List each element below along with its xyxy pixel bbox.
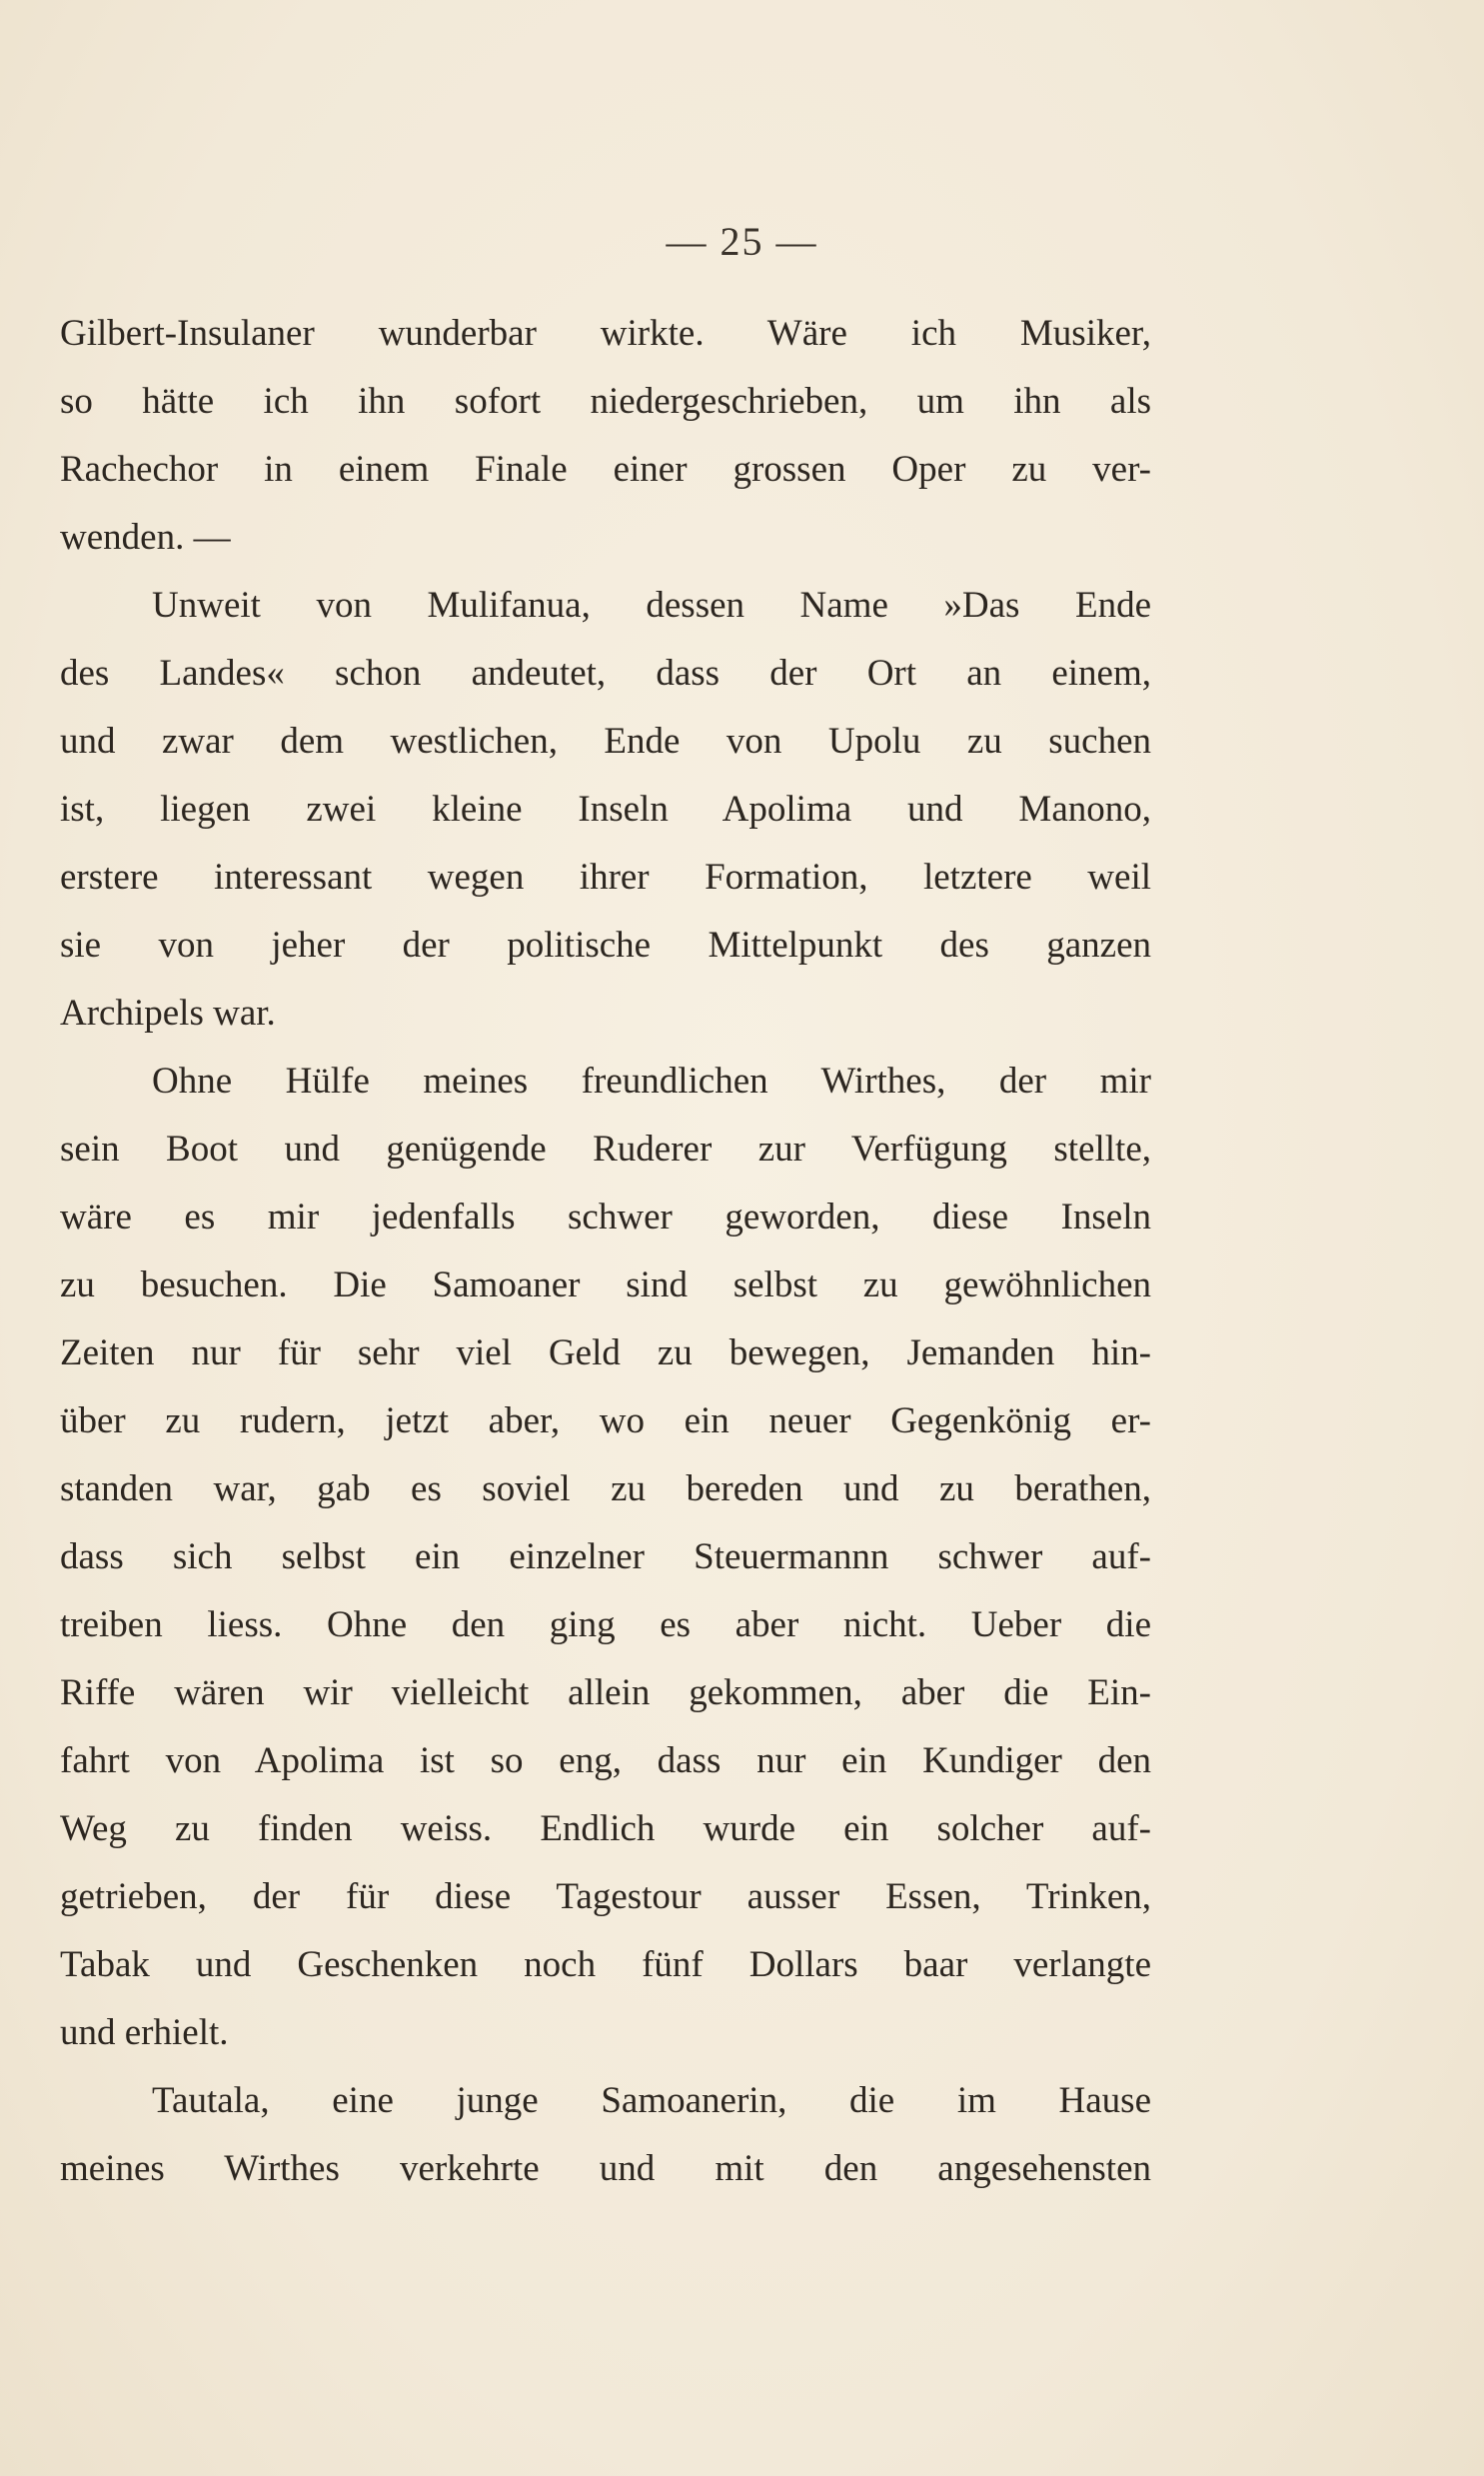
text-line: Riffe wären wir vielleicht allein gekommen, aber die Ein- [60, 1672, 1151, 1713]
text-line: Rachechor in einem Finale einer grossen Oper zu ver- [60, 449, 1151, 490]
text-line: Ohne Hülfe meines freundlichen Wirthes, der mir [152, 1061, 1151, 1102]
text-line: treiben liess. Ohne den ging es aber nicht. Ueber die [60, 1604, 1151, 1645]
text-line: sein Boot und genügende Ruderer zur Verfügung stellte, [60, 1129, 1151, 1170]
text-line: ist, liegen zwei kleine Inseln Apolima und Manono, [60, 789, 1151, 830]
page-number: — 25 — [666, 219, 818, 264]
text-line: erstere interessant wegen ihrer Formation, letztere weil [60, 857, 1151, 898]
text-line: getrieben, der für diese Tagestour ausser Essen, Trinken, [60, 1876, 1151, 1917]
text-line: sie von jeher der politische Mittelpunkt des ganzen [60, 925, 1151, 966]
text-line: wäre es mir jedenfalls schwer geworden, diese Inseln [60, 1197, 1151, 1238]
text-line: Tautala, eine junge Samoanerin, die im Hause [152, 2080, 1151, 2121]
text-line: Unweit von Mulifanua, dessen Name »Das Ende [152, 585, 1151, 626]
text-line: Gilbert-Insulaner wunderbar wirkte. Wäre ich Musiker, [60, 313, 1151, 354]
text-line: des Landes« schon andeutet, dass der Ort an einem, [60, 653, 1151, 694]
text-line: zu besuchen. Die Samoaner sind selbst zu gewöhnlichen [60, 1264, 1151, 1305]
text-line: so hätte ich ihn sofort niedergeschrieben, um ihn als [60, 381, 1151, 422]
text-line: Zeiten nur für sehr viel Geld zu bewegen, Jemanden hin- [60, 1332, 1151, 1373]
text-line: über zu rudern, jetzt aber, wo ein neuer Gegenkönig er- [60, 1400, 1151, 1441]
text-line: standen war, gab es soviel zu bereden und zu berathen, [60, 1468, 1151, 1509]
text-line: Tabak und Geschenken noch fünf Dollars baar verlangte [60, 1944, 1151, 1985]
text-line: dass sich selbst ein einzelner Steuermannn schwer auf- [60, 1536, 1151, 1577]
text-line: meines Wirthes verkehrte und mit den angesehensten [60, 2148, 1151, 2189]
text-line: fahrt von Apolima ist so eng, dass nur ein Kundiger den [60, 1740, 1151, 1781]
text-line: Weg zu finden weiss. Endlich wurde ein solcher auf- [60, 1808, 1151, 1849]
text-line: Archipels war. [60, 993, 276, 1034]
body-text [60, 300, 1151, 2203]
text-line: und zwar dem westlichen, Ende von Upolu zu suchen [60, 721, 1151, 762]
text-line: und erhielt. [60, 2012, 229, 2053]
text-line: wenden. — [60, 517, 231, 558]
